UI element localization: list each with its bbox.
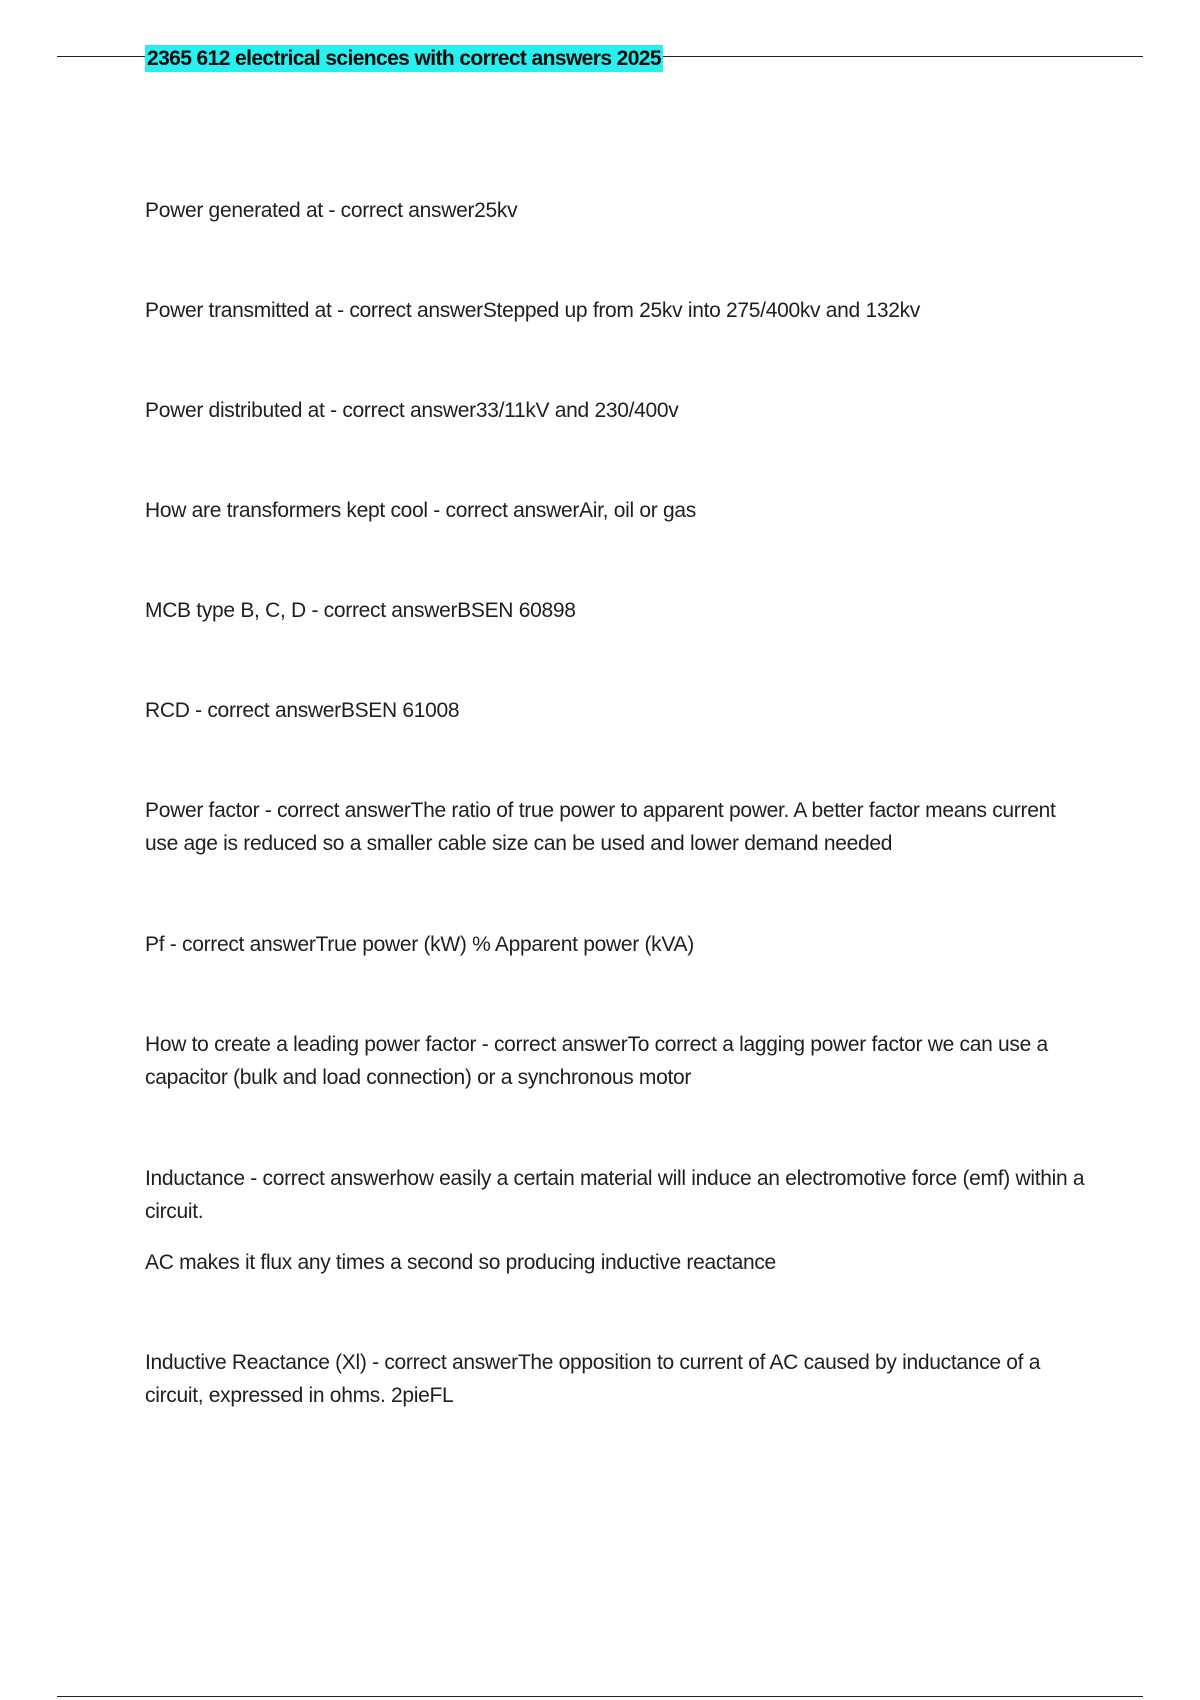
qa-item-inductance [145,1162,1085,1279]
qa-item-rcd: RCD - correct answerBSEN 61008 [145,699,460,722]
qa-item-inductance-extra: AC makes it flux any times a second so producing inductive reactance [145,1251,776,1274]
qa-item-power-factor: Power factor - correct answerThe ratio of true power to apparent power. A better factor means current use age is reduced so a smaller cable size can be used and lower demand needed [145,799,1056,855]
qa-item-inductive-reactance: Inductive Reactance (Xl) - correct answerThe opposition to current of AC caused by inductance of a circuit, expressed in ohms. 2pieFL [145,1351,1041,1407]
qa-item-power-distributed: Power distributed at - correct answer33/11kV and 230/400v [145,399,679,422]
qa-item-power-transmitted: Power transmitted at - correct answerStepped up from 25kv into 275/400kv and 132kv [145,299,920,322]
footer-rule [57,1696,1143,1697]
qa-item-leading-power-factor: How to create a leading power factor - correct answerTo correct a lagging power factor we can use a capacitor (bulk and load connection) or a synchronous motor [145,1033,1048,1089]
qa-item-transformer-cooling: How are transformers kept cool - correct answerAir, oil or gas [145,499,696,522]
document-title: 2365 612 electrical sciences with correct answers 2025 [147,47,661,70]
qa-item-power-generated: Power generated at - correct answer25kv [145,199,518,222]
qa-item-pf: Pf - correct answerTrue power (kW) % Apparent power (kVA) [145,933,694,956]
qa-item-mcb-type: MCB type B, C, D - correct answerBSEN 60898 [145,599,576,622]
qa-item-inductance-text: Inductance - correct answerhow easily a certain material will induce an electromotive force (emf) within a circuit. [145,1167,1085,1223]
